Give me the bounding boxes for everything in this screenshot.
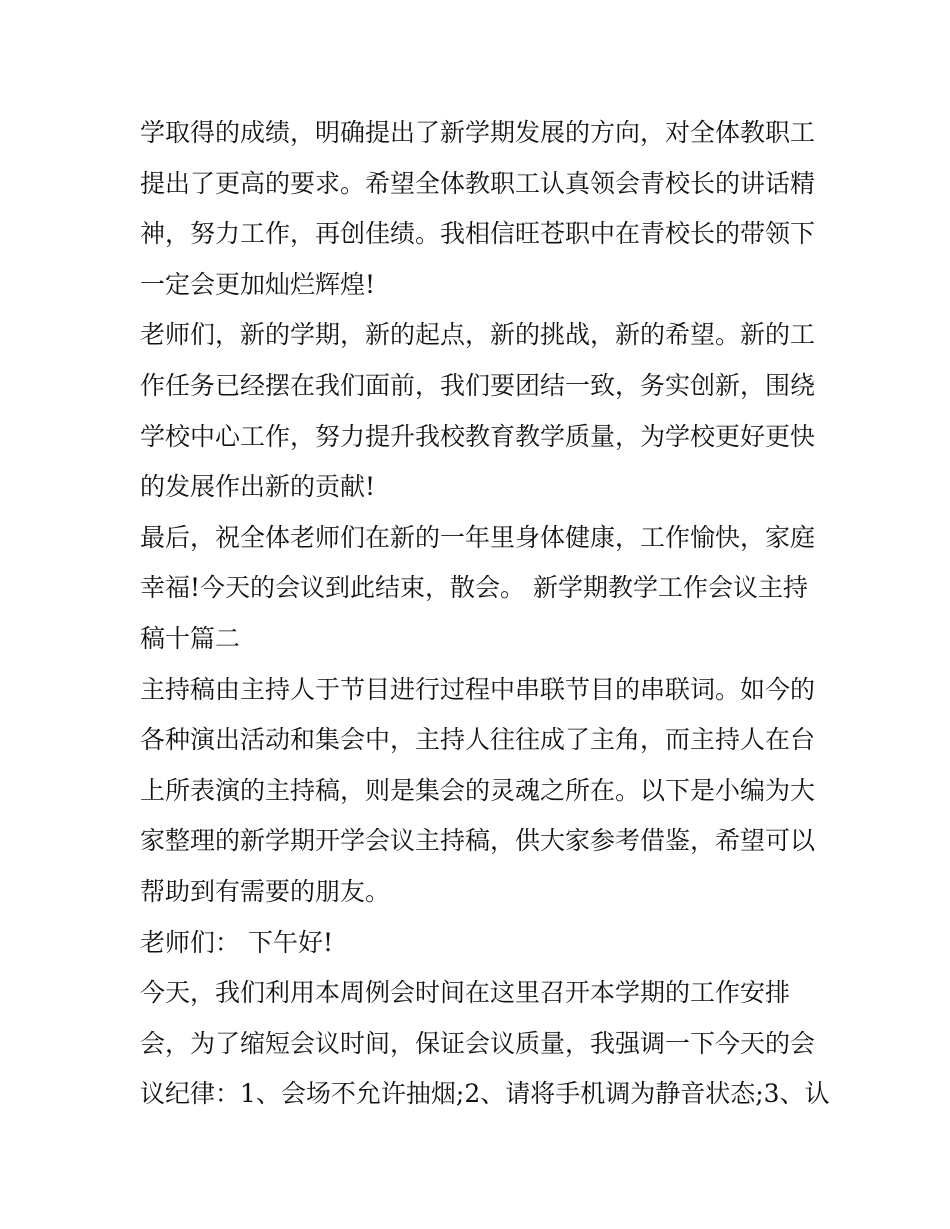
text-line: 学取得的成绩，明确提出了新学期发展的方向，对全体教职工 bbox=[140, 118, 816, 147]
text-line: 老师们，新的学期，新的起点，新的挑战，新的希望。新的工 bbox=[140, 320, 816, 350]
text-line: 神，努力工作，再创佳绩。我相信旺苍职中在青校长的带领下 bbox=[140, 219, 816, 249]
text-line: 作任务已经摆在我们面前，我们要团结一致，务实创新，围绕 bbox=[140, 370, 816, 400]
text-line: 主持稿由主持人于节目进行过程中串联节目的串联词。如今的 bbox=[140, 674, 816, 704]
text-line: 上所表演的主持稿，则是集会的灵魂之所在。以下是小编为大 bbox=[140, 775, 816, 805]
text-line: 议纪律：1、会场不允许抽烟;2、请将手机调为静音状态;3、认 bbox=[140, 1079, 830, 1109]
text-line: 帮助到有需要的朋友。 bbox=[140, 876, 391, 906]
text-line: 学校中心工作，努力提升我校教育教学质量，为学校更好更快 bbox=[140, 421, 816, 451]
text-line: 老师们： 下午好! bbox=[140, 927, 333, 957]
text-line: 提出了更高的要求。希望全体教职工认真领会青校长的讲话精 bbox=[140, 168, 816, 198]
text-line: 最后，祝全体老师们在新的一年里身体健康，工作愉快，家庭 bbox=[140, 522, 816, 552]
text-line: 稿十篇二 bbox=[140, 623, 241, 653]
text-line: 今天，我们利用本周例会时间在这里召开本学期的工作安排 bbox=[140, 978, 791, 1008]
text-line: 各种演出活动和集会中，主持人往往成了主角，而主持人在台 bbox=[140, 725, 816, 755]
text-line: 会，为了缩短会议时间，保证会议质量，我强调一下今天的会 bbox=[140, 1028, 816, 1058]
text-line: 家整理的新学期开学会议主持稿，供大家参考借鉴，希望可以 bbox=[140, 826, 816, 856]
text-line: 的发展作出新的贡献! bbox=[140, 472, 376, 502]
text-line: 幸福!今天的会议到此结束，散会。 新学期教学工作会议主持 bbox=[140, 573, 808, 603]
text-line: 一定会更加灿烂辉煌! bbox=[140, 269, 376, 299]
document-body bbox=[140, 108, 830, 1120]
